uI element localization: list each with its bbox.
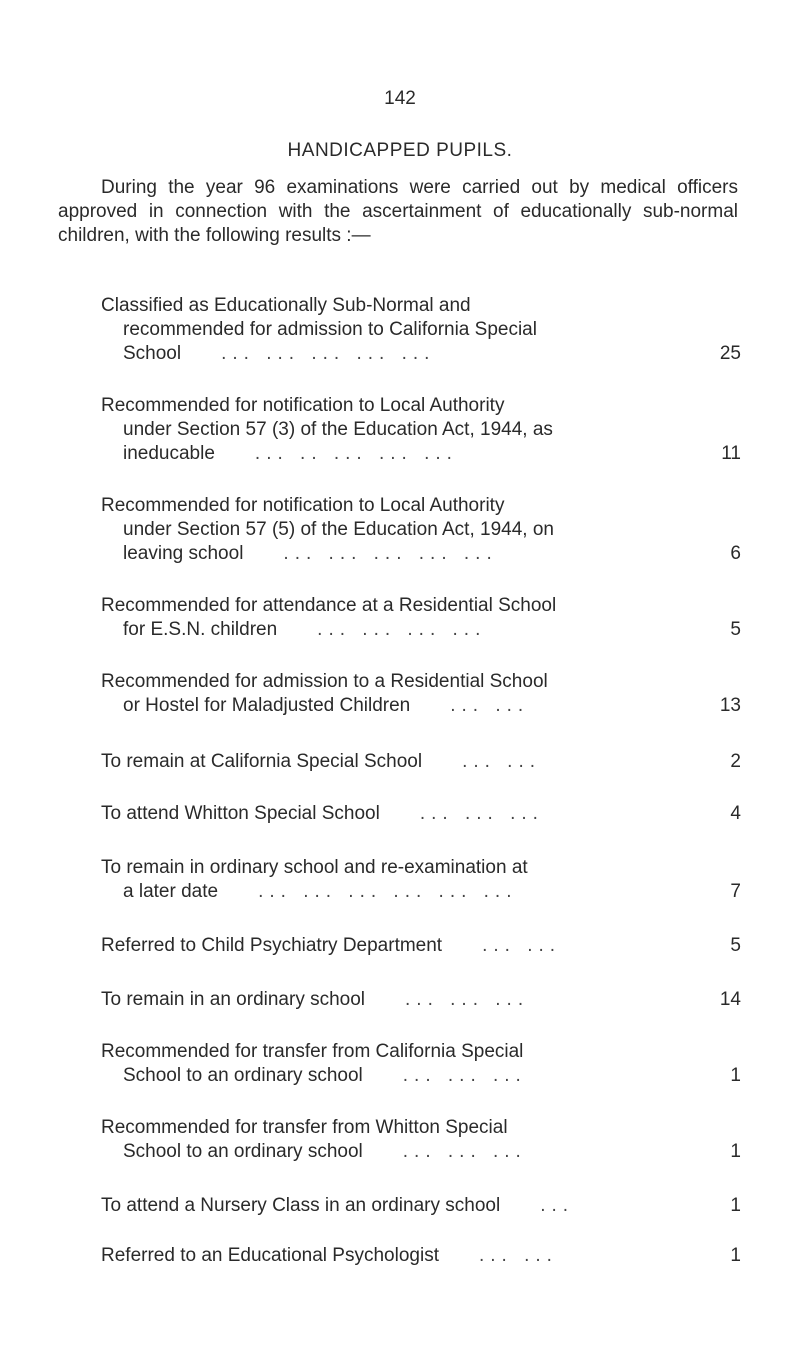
entry-last-line xyxy=(101,802,741,826)
entry-text-line: Recommended for attendance at a Residential School xyxy=(101,595,557,616)
result-entry xyxy=(101,1244,741,1268)
leader-dots: ... ... ... ... ... xyxy=(283,543,498,564)
entry-label: To remain at California Special School xyxy=(101,751,423,772)
entry-text-line: Recommended for transfer from Whitton Special xyxy=(101,1117,508,1138)
entry-text-line: Recommended for notification to Local Authority xyxy=(101,395,505,416)
entry-last-line xyxy=(101,342,741,366)
leader-dots: ... ... xyxy=(478,1245,558,1266)
leader-dots: ... .. ... ... ... xyxy=(254,443,458,464)
leader-dots: ... ... xyxy=(450,695,530,716)
entry-label: To attend Whitton Special School xyxy=(101,803,380,824)
entry-label: School xyxy=(123,343,182,364)
leader-dots: ... ... ... ... ... xyxy=(221,343,436,364)
leader-dots: ... ... ... xyxy=(402,1065,527,1086)
entry-text-line: Recommended for admission to a Residential School xyxy=(101,671,548,692)
entry-count: 5 xyxy=(730,619,741,640)
entry-count: 4 xyxy=(730,803,741,824)
entry-label: ineducable xyxy=(123,443,215,464)
entry-label: leaving school xyxy=(123,543,244,564)
page-title: HANDICAPPED PUPILS. xyxy=(287,140,513,161)
entry-count: 1 xyxy=(730,1065,741,1086)
entry-label: Referred to Child Psychiatry Department xyxy=(101,935,443,956)
result-entry xyxy=(101,856,741,904)
entry-label: for E.S.N. children xyxy=(123,619,278,640)
entry-last-line xyxy=(101,694,741,718)
entry-text-line: recommended for admission to California Special xyxy=(123,319,537,340)
result-entry xyxy=(101,934,741,958)
entry-count: 1 xyxy=(730,1141,741,1162)
leader-dots: ... ... ... xyxy=(419,803,544,824)
entry-count: 7 xyxy=(730,881,741,902)
entry-count: 25 xyxy=(719,343,741,364)
entry-label: To remain in an ordinary school xyxy=(101,989,366,1010)
entry-last-line xyxy=(101,934,741,958)
leader-dots: ... ... ... xyxy=(402,1141,527,1162)
entry-count: 11 xyxy=(721,443,741,464)
entry-label: School to an ordinary school xyxy=(123,1141,363,1162)
result-entry xyxy=(101,294,741,366)
result-entry xyxy=(101,394,741,466)
entry-label: School to an ordinary school xyxy=(123,1065,363,1086)
intro-paragraph: During the year 96 examinations were carried out by medical officers approved in connection with the ascertainment of educationally sub-normal children, with the following results :— xyxy=(58,177,738,246)
leader-dots: ... ... xyxy=(462,751,542,772)
entry-count: 13 xyxy=(719,695,741,716)
entry-last-line xyxy=(101,1244,741,1268)
entry-count: 6 xyxy=(730,543,741,564)
entry-text-line: under Section 57 (3) of the Education Act, 1944, as xyxy=(123,419,553,440)
entry-label: To attend a Nursery Class in an ordinary school xyxy=(101,1195,501,1216)
entry-text-line: Recommended for notification to Local Authority xyxy=(101,495,505,516)
entry-last-line xyxy=(101,1064,741,1088)
result-entry xyxy=(101,988,741,1012)
entry-count: 1 xyxy=(730,1195,741,1216)
result-entry xyxy=(101,1116,741,1164)
entry-text-line: Classified as Educationally Sub-Normal and xyxy=(101,295,471,316)
entry-last-line xyxy=(101,880,741,904)
leader-dots: ... ... ... ... ... ... xyxy=(258,881,518,902)
entry-count: 5 xyxy=(730,935,741,956)
page-number: 142 xyxy=(384,88,416,109)
entry-last-line xyxy=(101,442,741,466)
entry-count: 1 xyxy=(730,1245,741,1266)
result-entry xyxy=(101,750,741,774)
entry-last-line xyxy=(101,542,741,566)
result-entry xyxy=(101,802,741,826)
entry-last-line xyxy=(101,750,741,774)
entry-label: or Hostel for Maladjusted Children xyxy=(123,695,411,716)
entry-text-line: To remain in ordinary school and re-examination at xyxy=(101,857,528,878)
leader-dots: ... ... ... ... xyxy=(317,619,487,640)
entry-last-line xyxy=(101,1140,741,1164)
entry-count: 2 xyxy=(730,751,741,772)
entry-label: a later date xyxy=(123,881,219,902)
result-entry xyxy=(101,594,741,642)
entry-count: 14 xyxy=(719,989,741,1010)
result-entry xyxy=(101,494,741,566)
entry-last-line xyxy=(101,1194,741,1218)
result-entry xyxy=(101,1040,741,1088)
entry-last-line xyxy=(101,618,741,642)
entry-text-line: under Section 57 (5) of the Education Act, 1944, on xyxy=(123,519,554,540)
leader-dots: ... ... xyxy=(482,935,562,956)
result-entry xyxy=(101,1194,741,1218)
leader-dots: ... xyxy=(540,1195,575,1216)
entry-label: Referred to an Educational Psychologist xyxy=(101,1245,439,1266)
entry-text-line: Recommended for transfer from California Special xyxy=(101,1041,524,1062)
entry-last-line xyxy=(101,988,741,1012)
result-entry xyxy=(101,670,741,718)
leader-dots: ... ... ... xyxy=(405,989,530,1010)
